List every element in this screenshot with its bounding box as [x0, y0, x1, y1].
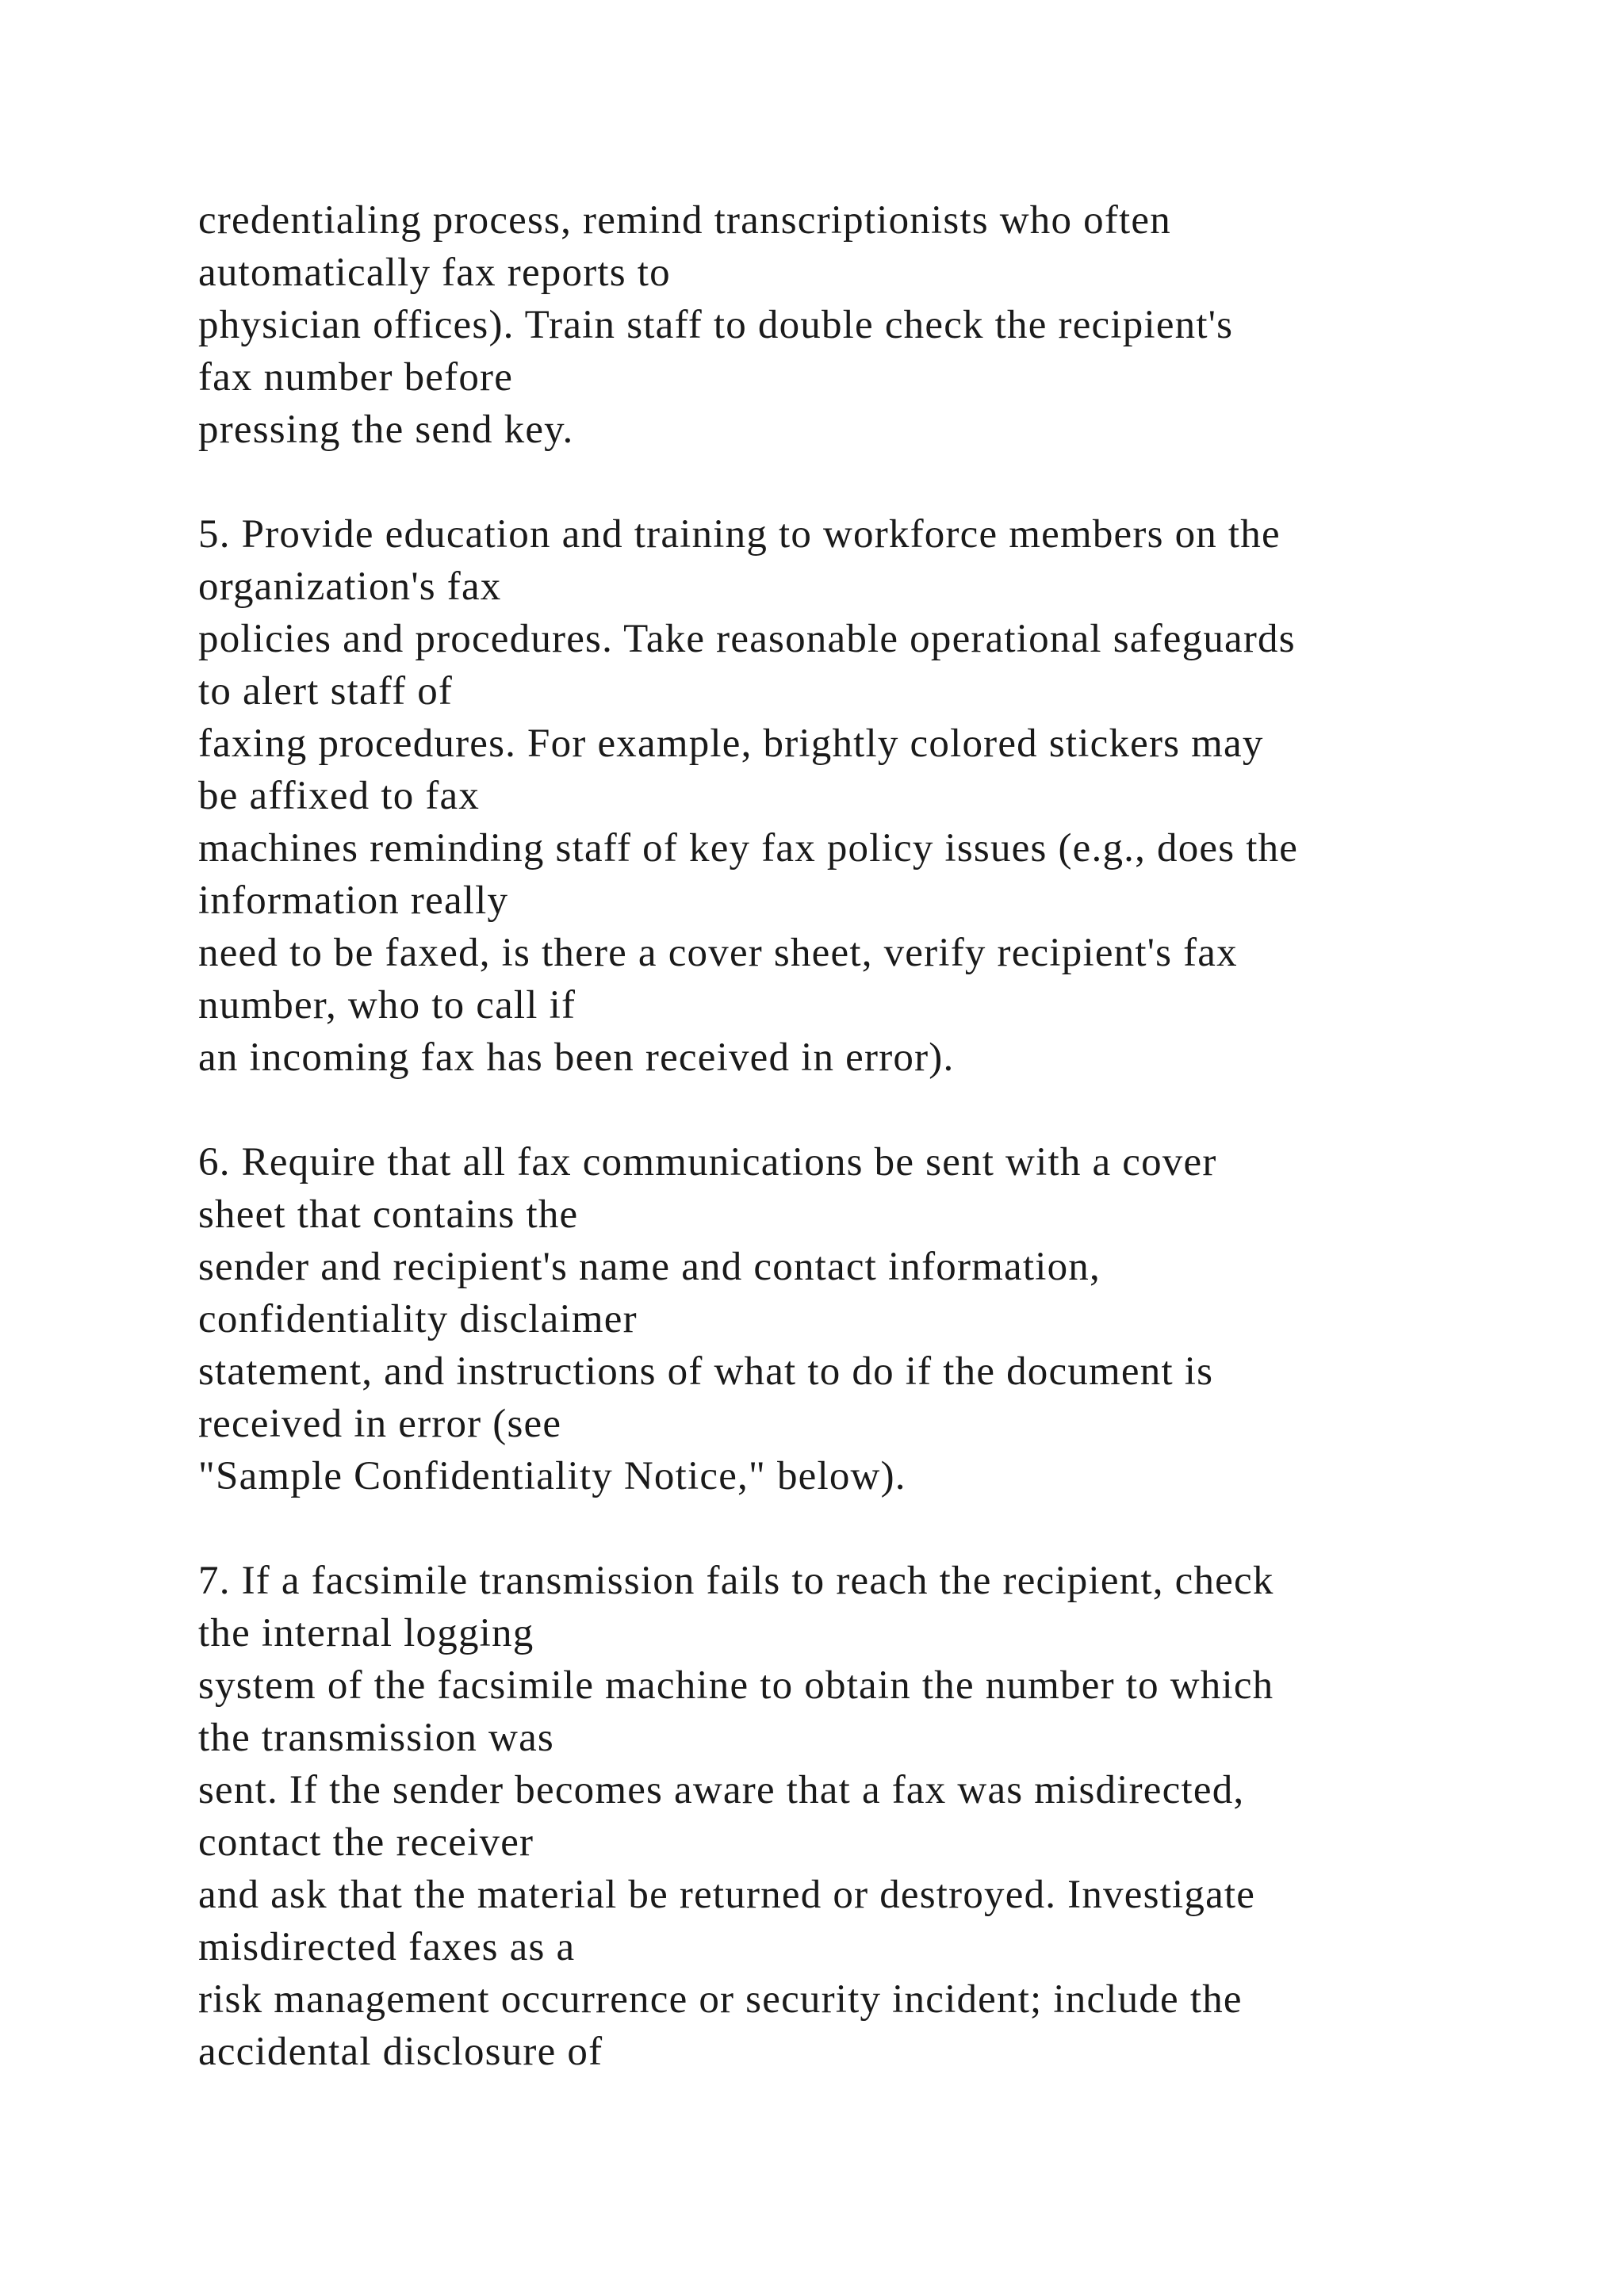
text-line: sheet that contains the — [198, 1192, 579, 1237]
paragraph-gap — [198, 1084, 1594, 1136]
text-line: and ask that the material be returned or destroyed. Investigate — [198, 1873, 1256, 1917]
text-line: sent. If the sender becomes aware that a fax was misdirected, — [198, 1768, 1245, 1812]
text-line: misdirected faxes as a — [198, 1925, 576, 1969]
text-line: accidental disclosure of — [198, 2030, 603, 2074]
text-line: organization's fax — [198, 564, 502, 609]
text-line: automatically fax reports to — [198, 251, 671, 295]
text-line: risk management occurrence or security incident; include the — [198, 1977, 1243, 2022]
text-line: 7. If a facsimile transmission fails to reach the recipient, check — [198, 1559, 1274, 1603]
text-line: 6. Require that all fax communications be sent with a cover — [198, 1140, 1217, 1184]
text-line: information really — [198, 878, 509, 923]
text-line: the internal logging — [198, 1611, 534, 1655]
text-line: sender and recipient's name and contact information, — [198, 1245, 1101, 1289]
paragraph-gap — [198, 1502, 1594, 1555]
text-line: contact the receiver — [198, 1820, 534, 1865]
text-line: credentialing process, remind transcriptionists who often — [198, 198, 1171, 243]
text-line: machines reminding staff of key fax policy issues (e.g., does the — [198, 826, 1299, 871]
text-line: faxing procedures. For example, brightly colored stickers may — [198, 721, 1264, 766]
text-line: confidentiality disclaimer — [198, 1297, 638, 1341]
paragraph-gap — [198, 456, 1594, 508]
text-line: need to be faxed, is there a cover sheet, verify recipient's fax — [198, 931, 1238, 975]
text-line: physician offices). Train staff to double check the recipient's — [198, 303, 1234, 347]
text-line: number, who to call if — [198, 983, 576, 1027]
text-line: system of the facsimile machine to obtain the number to which — [198, 1663, 1274, 1708]
text-line: pressing the send key. — [198, 408, 574, 452]
text-line: an incoming fax has been received in error). — [198, 1035, 955, 1080]
text-line: to alert staff of — [198, 669, 454, 714]
text-line: 5. Provide education and training to workforce members on the — [198, 512, 1281, 557]
text-line: received in error (see — [198, 1402, 562, 1446]
text-line: be affixed to fax — [198, 774, 481, 818]
text-line: the transmission was — [198, 1716, 554, 1760]
text-line: fax number before — [198, 355, 514, 400]
document-body — [198, 194, 1594, 2078]
text-line: statement, and instructions of what to do if the document is — [198, 1349, 1214, 1394]
text-line: "Sample Confidentiality Notice," below). — [198, 1454, 906, 1498]
text-line: policies and procedures. Take reasonable operational safeguards — [198, 617, 1296, 661]
